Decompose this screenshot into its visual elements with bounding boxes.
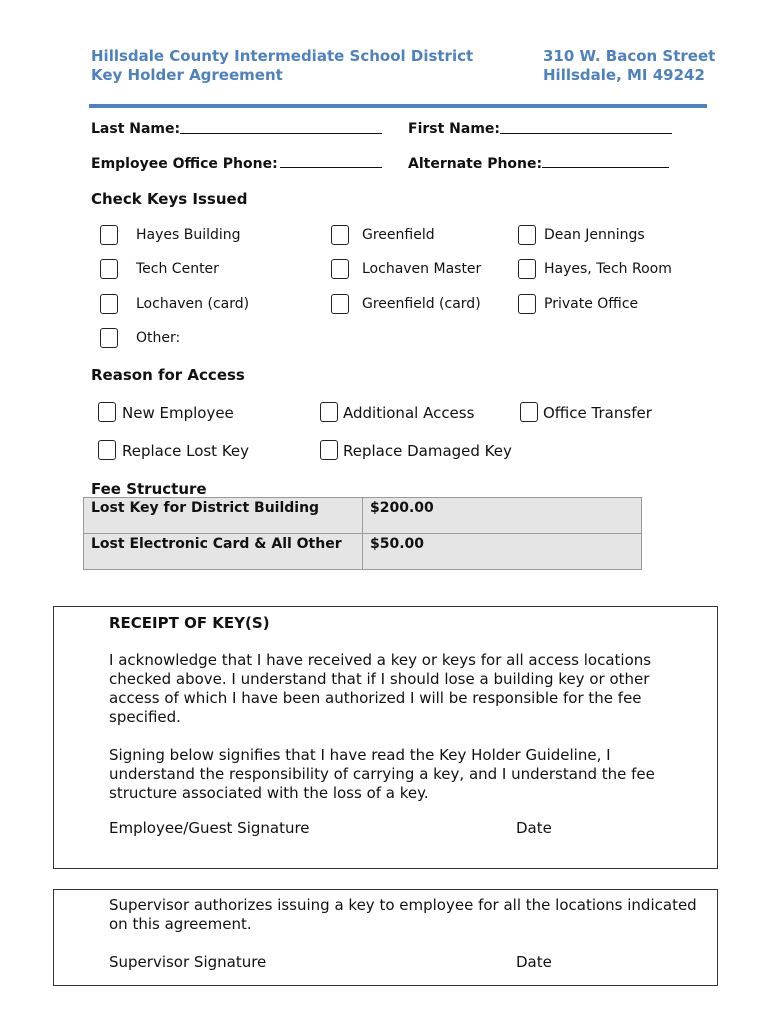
key-label: Hayes, Tech Room <box>544 261 672 277</box>
fee-section-title: Fee Structure <box>91 480 207 498</box>
checkbox-additional-access[interactable] <box>320 402 338 422</box>
reason-section-title: Reason for Access <box>91 366 245 384</box>
checkbox-hayes-building[interactable] <box>100 225 118 245</box>
key-label: Dean Jennings <box>544 227 645 243</box>
alternate-phone-field[interactable] <box>542 167 669 168</box>
supervisor-date-label: Date <box>516 953 552 971</box>
employee-date-label: Date <box>516 819 552 837</box>
address-street: 310 W. Bacon Street <box>543 47 716 65</box>
fee-amount: $200.00 <box>363 498 642 534</box>
fee-label: Lost Electronic Card & All Other <box>84 534 363 570</box>
org-name: Hillsdale County Intermediate School District <box>91 47 474 65</box>
key-label: Tech Center <box>136 261 219 277</box>
table-row <box>84 498 642 534</box>
receipt-paragraph-2: Signing below signifies that I have read the Key Holder Guideline, I understand the responsibility of carrying a key, and I understand the fee structure associated with the loss of a key. <box>109 746 655 802</box>
fee-table <box>83 497 642 570</box>
first-name-field[interactable] <box>500 133 672 134</box>
alternate-phone-label: Alternate Phone: <box>408 156 543 172</box>
keys-section-title: Check Keys Issued <box>91 190 248 208</box>
key-label: Greenfield (card) <box>362 296 481 312</box>
checkbox-replace-lost-key[interactable] <box>98 440 116 460</box>
fee-label: Lost Key for District Building <box>84 498 363 534</box>
checkbox-new-employee[interactable] <box>98 402 116 422</box>
address-city: Hillsdale, MI 49242 <box>543 66 705 84</box>
checkbox-lochaven-card[interactable] <box>100 294 118 314</box>
reason-label: Office Transfer <box>543 404 652 422</box>
receipt-paragraph-1: I acknowledge that I have received a key or keys for all access locations checked above. I understand that if I should lose a building key or other access of which I have been authorized I will be responsible for the fee specified. <box>109 651 652 726</box>
key-label: Lochaven (card) <box>136 296 250 312</box>
checkbox-greenfield[interactable] <box>331 225 349 245</box>
office-phone-label: Employee Office Phone: <box>91 156 278 172</box>
key-label: Hayes Building <box>136 227 241 243</box>
key-label: Other: <box>136 330 181 346</box>
checkbox-lochaven-master[interactable] <box>331 259 349 279</box>
key-label: Lochaven Master <box>362 261 482 277</box>
checkbox-tech-center[interactable] <box>100 259 118 279</box>
checkbox-greenfield-card[interactable] <box>331 294 349 314</box>
form-title: Key Holder Agreement <box>91 66 283 84</box>
last-name-field[interactable] <box>180 133 382 134</box>
key-label: Private Office <box>544 296 639 312</box>
table-row <box>84 534 642 570</box>
reason-label: Replace Lost Key <box>122 442 250 460</box>
reason-label: Replace Damaged Key <box>343 442 512 460</box>
key-label: Greenfield <box>362 227 435 243</box>
checkbox-office-transfer[interactable] <box>520 402 538 422</box>
reason-label: Additional Access <box>343 404 475 422</box>
last-name-label: Last Name: <box>91 121 181 137</box>
checkbox-dean-jennings[interactable] <box>518 225 536 245</box>
office-phone-field[interactable] <box>280 167 382 168</box>
checkbox-other[interactable] <box>100 328 118 348</box>
header-divider <box>89 104 707 108</box>
employee-signature-label: Employee/Guest Signature <box>109 819 310 837</box>
supervisor-signature-label: Supervisor Signature <box>109 953 267 971</box>
receipt-title: RECEIPT OF KEY(S) <box>109 614 270 632</box>
first-name-label: First Name: <box>408 121 501 137</box>
reason-label: New Employee <box>122 404 234 422</box>
checkbox-hayes-tech-room[interactable] <box>518 259 536 279</box>
checkbox-replace-damaged-key[interactable] <box>320 440 338 460</box>
fee-amount: $50.00 <box>363 534 642 570</box>
checkbox-private-office[interactable] <box>518 294 536 314</box>
supervisor-statement: Supervisor authorizes issuing a key to employee for all the locations indicated on this agreement. <box>109 896 697 933</box>
